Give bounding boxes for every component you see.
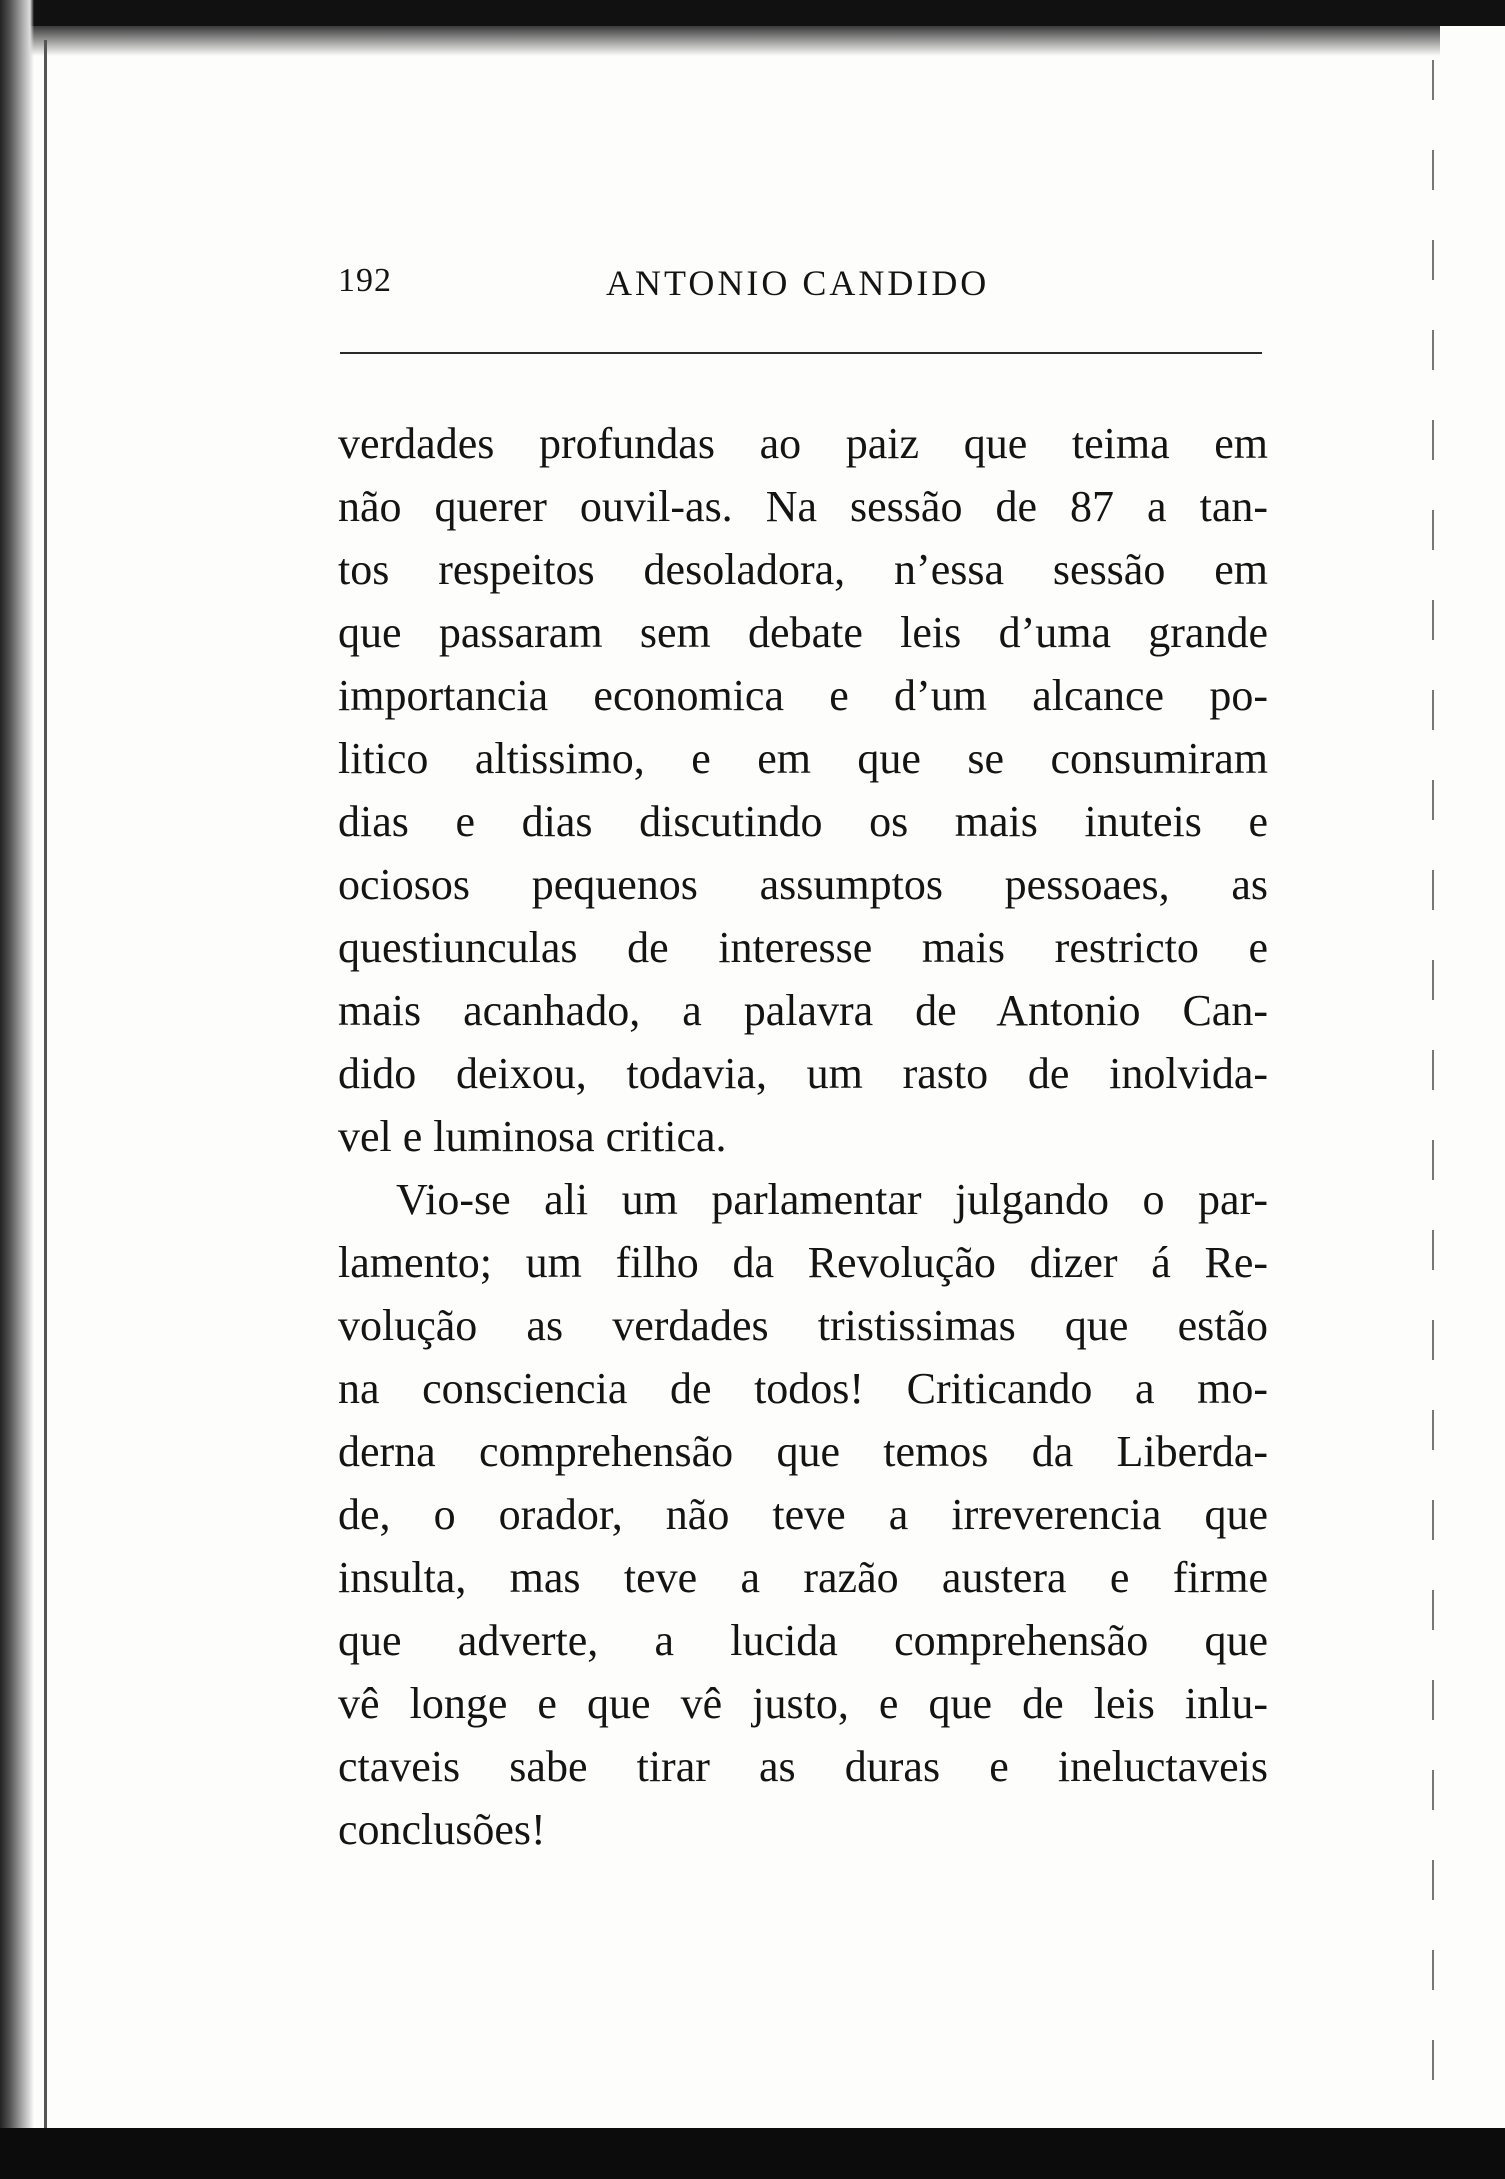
scan-edge-right: [1432, 60, 1434, 2110]
scan-shadow-top: [20, 26, 1440, 56]
running-title: ANTONIO CANDIDO: [606, 263, 990, 303]
text-line: vel e luminosa critica.: [338, 1112, 727, 1161]
text-line: lamento; um filho da Revolução dizer á Re-: [338, 1238, 1268, 1287]
text-line: de, o orador, não teve a irreverencia que: [338, 1490, 1268, 1539]
body-text: [338, 412, 1268, 1861]
text-line: na consciencia de todos! Criticando a mo-: [338, 1364, 1268, 1413]
text-line: mais acanhado, a palavra de Antonio Can-: [338, 986, 1268, 1035]
text-line: litico altissimo, e em que se consumiram: [338, 734, 1268, 783]
text-line: que adverte, a lucida comprehensão que: [338, 1616, 1268, 1665]
text-line: verdades profundas ao paiz que teima em: [338, 419, 1268, 468]
text-line: que passaram sem debate leis d’uma grande: [338, 608, 1268, 657]
scan-edge-top: [0, 0, 1505, 26]
text-line: insulta, mas teve a razão austera e firme: [338, 1553, 1268, 1602]
page-number: 192: [338, 262, 392, 299]
text-line: dido deixou, todavia, um rasto de inolvida-: [338, 1049, 1268, 1098]
text-line: ctaveis sabe tirar as duras e ineluctaveis: [338, 1742, 1268, 1791]
text-line: dias e dias discutindo os mais inuteis e: [338, 797, 1268, 846]
text-line: não querer ouvil-as. Na sessão de 87 a tan-: [338, 482, 1268, 531]
text-line: volução as verdades tristissimas que estão: [338, 1301, 1268, 1350]
scan-edge-bottom: [0, 2128, 1505, 2179]
binding-line: [44, 40, 47, 2140]
text-line: importancia economica e d’um alcance po-: [338, 671, 1268, 720]
text-line: Vio-se ali um parlamentar julgando o par-: [396, 1175, 1268, 1224]
text-line: derna comprehensão que temos da Liberda-: [338, 1427, 1268, 1476]
scan-edge-left: [0, 0, 34, 2179]
text-line: tos respeitos desoladora, n’essa sessão em: [338, 545, 1268, 594]
text-line: ociosos pequenos assumptos pessoaes, as: [338, 860, 1268, 909]
text-line: questiunculas de interesse mais restricto e: [338, 923, 1268, 972]
text-line: vê longe e que vê justo, e que de leis inlu-: [338, 1679, 1268, 1728]
header-rule: [340, 352, 1262, 354]
text-line: conclusões!: [338, 1805, 546, 1854]
running-head: [338, 262, 1268, 312]
